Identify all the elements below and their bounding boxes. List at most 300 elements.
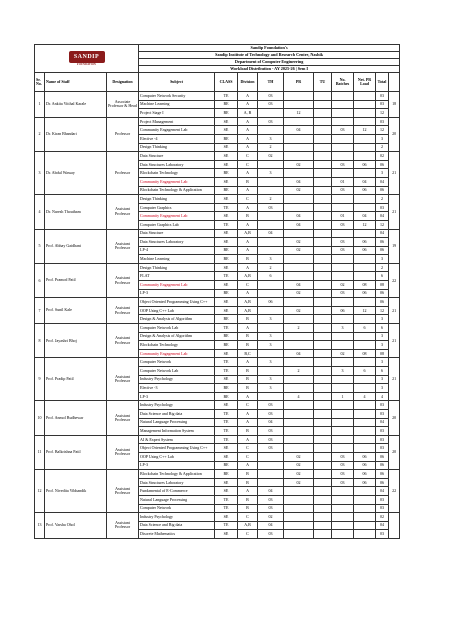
class-cell: SE xyxy=(215,229,238,238)
subject-cell: Community Engagement Lab xyxy=(139,349,215,358)
class-cell: SE xyxy=(215,117,238,126)
staff-name: Prof. Anmol Budhewar xyxy=(45,401,107,435)
table-row xyxy=(35,401,400,410)
th-cell xyxy=(258,461,284,470)
division-cell: B xyxy=(238,177,258,186)
staff-total: 20 xyxy=(389,435,400,469)
pr-cell: 2 xyxy=(284,367,314,376)
subject-cell: Design Thinking xyxy=(139,263,215,272)
batches-cell xyxy=(332,109,354,118)
pr-cell xyxy=(284,358,314,367)
batches-cell xyxy=(332,298,354,307)
subject-cell: Computer Network Lab xyxy=(139,324,215,333)
subject-cell: Fundamental of E-Commerce xyxy=(139,487,215,496)
division-cell: A xyxy=(238,169,258,178)
subject-cell: Community Engagement Lab xyxy=(139,281,215,290)
pr-cell xyxy=(284,100,314,109)
staff-name: Prof. Varsha Ohol xyxy=(45,513,107,539)
staff-serial: 8 xyxy=(35,324,45,358)
tu-cell xyxy=(314,255,332,264)
subject-cell: Blockchain Technology xyxy=(139,341,215,350)
pr-cell: 02 xyxy=(284,452,314,461)
tu-cell xyxy=(314,220,332,229)
tu-cell xyxy=(314,341,332,350)
net-pr-cell xyxy=(354,358,376,367)
row-total-cell: 06 xyxy=(376,186,389,195)
staff-designation: Assistant Professor xyxy=(107,263,139,297)
class-cell: BE xyxy=(215,169,238,178)
class-cell: TE xyxy=(215,495,238,504)
staff-name: Prof. Balkrishna Patil xyxy=(45,435,107,469)
row-total-cell: 02 xyxy=(376,152,389,161)
pr-cell xyxy=(284,521,314,530)
division-cell: B,C xyxy=(238,349,258,358)
division-cell: A xyxy=(238,358,258,367)
division-cell: A,B xyxy=(238,229,258,238)
subject-cell: LP-4 xyxy=(139,246,215,255)
row-total-cell: 04 xyxy=(376,418,389,427)
th-cell: 04 xyxy=(258,521,284,530)
th-cell xyxy=(258,392,284,401)
row-total-cell: 2 xyxy=(376,143,389,152)
class-cell: SE xyxy=(215,452,238,461)
division-cell: B xyxy=(238,255,258,264)
class-cell: SE xyxy=(215,263,238,272)
staff-total: 21 xyxy=(389,152,400,195)
tu-cell xyxy=(314,109,332,118)
class-cell: BE xyxy=(215,186,238,195)
row-total-cell: 03 xyxy=(376,495,389,504)
pr-cell: 02 xyxy=(284,246,314,255)
pr-cell xyxy=(284,298,314,307)
th-cell: 3 xyxy=(258,332,284,341)
division-cell: C xyxy=(238,152,258,161)
subject-cell: Community Engagement Lab xyxy=(139,212,215,221)
tu-cell xyxy=(314,435,332,444)
row-total-cell: 3 xyxy=(376,384,389,393)
tu-cell xyxy=(314,160,332,169)
logo-subtext: FOUNDATION xyxy=(77,62,96,66)
net-pr-cell: 06 xyxy=(354,289,376,298)
class-cell: BE xyxy=(215,341,238,350)
batches-cell xyxy=(332,143,354,152)
tu-cell xyxy=(314,134,332,143)
pr-cell: 2 xyxy=(284,324,314,333)
subject-cell: Machine Learning xyxy=(139,255,215,264)
subject-cell: Design Thinking xyxy=(139,143,215,152)
tu-cell xyxy=(314,177,332,186)
tu-cell xyxy=(314,272,332,281)
subject-cell: Natural Language Processing xyxy=(139,495,215,504)
pr-cell: 12 xyxy=(284,109,314,118)
th-cell: 04 xyxy=(258,487,284,496)
batches-cell xyxy=(332,134,354,143)
batches-cell: 03 xyxy=(332,478,354,487)
tu-cell xyxy=(314,521,332,530)
tu-cell xyxy=(314,392,332,401)
batches-cell xyxy=(332,100,354,109)
subject-cell: OOP Using C++ Lab xyxy=(139,306,215,315)
class-cell: SE xyxy=(215,530,238,539)
staff-serial: 11 xyxy=(35,435,45,469)
class-cell: TE xyxy=(215,324,238,333)
subject-cell: Object Oriented Programming Using C++ xyxy=(139,298,215,307)
pr-cell xyxy=(284,530,314,539)
subject-cell: Data Structures Laboratory xyxy=(139,160,215,169)
th-cell xyxy=(258,324,284,333)
tu-cell xyxy=(314,263,332,272)
table-row xyxy=(35,324,400,333)
division-cell: A, B xyxy=(238,109,258,118)
net-pr-cell xyxy=(354,418,376,427)
logo-mark: SANDIP xyxy=(69,51,105,63)
table-row xyxy=(35,470,400,479)
subject-cell: Elective -4 xyxy=(139,134,215,143)
batches-cell xyxy=(332,315,354,324)
row-total-cell: 06 xyxy=(376,298,389,307)
col-name: Name of Staff xyxy=(45,73,107,92)
row-total-cell: 08 xyxy=(376,281,389,290)
division-cell: B xyxy=(238,478,258,487)
division-cell: B xyxy=(238,495,258,504)
staff-name: Prof. Nivedita Vibhandik xyxy=(45,470,107,513)
pr-cell xyxy=(284,169,314,178)
pr-cell xyxy=(284,444,314,453)
subject-cell: OOP Using C++ Lab xyxy=(139,452,215,461)
th-cell xyxy=(258,452,284,461)
net-pr-cell xyxy=(354,298,376,307)
col-class: CLASS xyxy=(215,73,238,92)
division-cell: A xyxy=(238,238,258,247)
workload-title: Workload Distribution - AY 2025-26 | Sem I xyxy=(139,66,400,73)
table-row xyxy=(35,229,400,238)
staff-serial: 10 xyxy=(35,401,45,435)
col-designation: Designation xyxy=(107,73,139,92)
row-total-cell: 2 xyxy=(376,195,389,204)
batches-cell xyxy=(332,272,354,281)
tu-cell xyxy=(314,349,332,358)
row-total-cell: 3 xyxy=(376,315,389,324)
batches-cell: 3 xyxy=(332,324,354,333)
batches-cell xyxy=(332,341,354,350)
tu-cell xyxy=(314,461,332,470)
th-cell: 2 xyxy=(258,195,284,204)
division-cell: A xyxy=(238,186,258,195)
net-pr-cell xyxy=(354,272,376,281)
division-cell: A,B xyxy=(238,521,258,530)
th-cell xyxy=(258,220,284,229)
batches-cell xyxy=(332,401,354,410)
class-cell: SE xyxy=(215,281,238,290)
th-cell: 3 xyxy=(258,134,284,143)
subject-cell: Project Stage I xyxy=(139,109,215,118)
tu-cell xyxy=(314,478,332,487)
net-pr-cell xyxy=(354,152,376,161)
net-pr-cell: 08 xyxy=(354,349,376,358)
th-cell: 02 xyxy=(258,152,284,161)
workload-sheet xyxy=(34,44,399,590)
batches-cell: 3 xyxy=(332,367,354,376)
row-total-cell: 06 xyxy=(376,478,389,487)
net-pr-cell xyxy=(354,341,376,350)
pr-cell: 02 xyxy=(284,238,314,247)
row-total-cell: 3 xyxy=(376,358,389,367)
division-cell: C xyxy=(238,513,258,522)
batches-cell xyxy=(332,263,354,272)
net-pr-cell xyxy=(354,332,376,341)
batches-cell xyxy=(332,229,354,238)
staff-total: 18 xyxy=(389,92,400,118)
tu-cell xyxy=(314,203,332,212)
division-cell: A xyxy=(238,289,258,298)
division-cell: A xyxy=(238,134,258,143)
staff-serial: 12 xyxy=(35,470,45,513)
batches-cell xyxy=(332,427,354,436)
staff-total: 21 xyxy=(389,195,400,229)
class-cell: BE xyxy=(215,470,238,479)
division-cell: B xyxy=(238,315,258,324)
class-cell: BE xyxy=(215,384,238,393)
staff-total: 21 xyxy=(389,298,400,324)
workload-table xyxy=(34,44,400,539)
tu-cell xyxy=(314,195,332,204)
row-total-cell: 06 xyxy=(376,246,389,255)
batches-cell: 01 xyxy=(332,212,354,221)
row-total-cell: 12 xyxy=(376,126,389,135)
staff-serial: 1 xyxy=(35,92,45,118)
division-cell: A,B xyxy=(238,272,258,281)
subject-cell: Machine Learning xyxy=(139,100,215,109)
th-cell xyxy=(258,177,284,186)
th-cell: 03 xyxy=(258,401,284,410)
staff-designation: Assistant Professor xyxy=(107,358,139,401)
department-title: Department of Computer Engineering xyxy=(139,59,400,66)
tu-cell xyxy=(314,487,332,496)
batches-cell: 02 xyxy=(332,281,354,290)
subject-cell: Industry Psychology xyxy=(139,513,215,522)
pr-cell xyxy=(284,427,314,436)
net-pr-cell xyxy=(354,134,376,143)
staff-name: Dr. Abdul Wassay xyxy=(45,152,107,195)
batches-cell xyxy=(332,255,354,264)
staff-total xyxy=(389,513,400,539)
row-total-cell: 04 xyxy=(376,229,389,238)
th-cell xyxy=(258,109,284,118)
subject-cell: Data Structures Laboratory xyxy=(139,238,215,247)
tu-cell xyxy=(314,358,332,367)
batches-cell xyxy=(332,418,354,427)
net-pr-cell xyxy=(354,109,376,118)
net-pr-cell xyxy=(354,203,376,212)
th-cell: 6 xyxy=(258,272,284,281)
table-row xyxy=(35,513,400,522)
class-cell: TE xyxy=(215,92,238,101)
subject-cell: Design & Analysis of Algorithm xyxy=(139,315,215,324)
th-cell xyxy=(258,126,284,135)
subject-cell: Community Engagement Lab xyxy=(139,177,215,186)
pr-cell: 02 xyxy=(284,461,314,470)
tu-cell xyxy=(314,289,332,298)
batches-cell xyxy=(332,117,354,126)
batches-cell xyxy=(332,375,354,384)
th-cell xyxy=(258,186,284,195)
staff-total: 20 xyxy=(389,117,400,151)
staff-name: Dr. Kiran Bhandari xyxy=(45,117,107,151)
pr-cell xyxy=(284,255,314,264)
subject-cell: Discrete Mathematics xyxy=(139,530,215,539)
tu-cell xyxy=(314,298,332,307)
net-pr-cell xyxy=(354,513,376,522)
net-pr-cell xyxy=(354,487,376,496)
division-cell: C xyxy=(238,401,258,410)
class-cell: SE xyxy=(215,212,238,221)
division-cell: A xyxy=(238,487,258,496)
division-cell: B xyxy=(238,367,258,376)
th-cell xyxy=(258,306,284,315)
class-cell: SE xyxy=(215,143,238,152)
division-cell: A xyxy=(238,143,258,152)
subject-cell: LP-3 xyxy=(139,289,215,298)
batches-cell xyxy=(332,521,354,530)
tu-cell xyxy=(314,169,332,178)
batches-cell xyxy=(332,384,354,393)
col-net-pr: Net. PR Load xyxy=(354,73,376,92)
subject-cell: Computer Graphics xyxy=(139,203,215,212)
row-total-cell: 08 xyxy=(376,349,389,358)
th-cell: 2 xyxy=(258,263,284,272)
batches-cell: 03 xyxy=(332,126,354,135)
col-pr: PR xyxy=(284,73,314,92)
row-total-cell: 3 xyxy=(376,341,389,350)
staff-total: 22 xyxy=(389,470,400,513)
pr-cell xyxy=(284,375,314,384)
batches-cell: 03 xyxy=(332,461,354,470)
row-total-cell: 03 xyxy=(376,409,389,418)
tu-cell xyxy=(314,246,332,255)
tu-cell xyxy=(314,452,332,461)
row-total-cell: 06 xyxy=(376,238,389,247)
subject-cell: Computer Network Lab xyxy=(139,367,215,376)
institute-logo xyxy=(35,47,138,71)
class-cell: SE xyxy=(215,444,238,453)
pr-cell xyxy=(284,152,314,161)
row-total-cell: 06 xyxy=(376,289,389,298)
batches-cell xyxy=(332,487,354,496)
division-cell: A xyxy=(238,263,258,272)
th-cell: 03 xyxy=(258,100,284,109)
subject-cell: Data Structures Laboratory xyxy=(139,478,215,487)
subject-cell: Blockchain Technology xyxy=(139,169,215,178)
subject-cell: Blockchain Technology & Application xyxy=(139,470,215,479)
division-cell: A xyxy=(238,117,258,126)
tu-cell xyxy=(314,306,332,315)
division-cell: C xyxy=(238,452,258,461)
row-total-cell: 12 xyxy=(376,109,389,118)
staff-name: Prof. Sunil Kale xyxy=(45,298,107,324)
row-total-cell: 03 xyxy=(376,401,389,410)
pr-cell: 04 xyxy=(284,281,314,290)
division-cell: A xyxy=(238,324,258,333)
tu-cell xyxy=(314,212,332,221)
pr-cell xyxy=(284,487,314,496)
batches-cell xyxy=(332,332,354,341)
batches-cell: 03 xyxy=(332,238,354,247)
staff-name: Dr. Naresh Thoutham xyxy=(45,195,107,229)
row-total-cell: 6 xyxy=(376,272,389,281)
row-total-cell: 12 xyxy=(376,306,389,315)
staff-name: Prof. Abhay Gaidhani xyxy=(45,229,107,263)
net-pr-cell xyxy=(354,401,376,410)
staff-designation: Associate Professor & Head xyxy=(107,92,139,118)
class-cell: TE xyxy=(215,409,238,418)
pr-cell xyxy=(284,332,314,341)
pr-cell xyxy=(284,409,314,418)
subject-cell: Data Structure xyxy=(139,229,215,238)
staff-total: 20 xyxy=(389,401,400,435)
pr-cell: 04 xyxy=(284,349,314,358)
col-subject: Subject xyxy=(139,73,215,92)
net-pr-cell xyxy=(354,504,376,513)
tu-cell xyxy=(314,229,332,238)
net-pr-cell xyxy=(354,435,376,444)
staff-total: 19 xyxy=(389,229,400,263)
staff-serial: 3 xyxy=(35,152,45,195)
th-cell: 06 xyxy=(258,298,284,307)
net-pr-cell xyxy=(354,255,376,264)
row-total-cell: 02 xyxy=(376,513,389,522)
staff-designation: Assistant Professor xyxy=(107,435,139,469)
net-pr-cell: 08 xyxy=(354,281,376,290)
net-pr-cell: 06 xyxy=(354,461,376,470)
staff-total: 22 xyxy=(389,263,400,297)
pr-cell xyxy=(284,229,314,238)
row-total-cell: 03 xyxy=(376,427,389,436)
net-pr-cell xyxy=(354,495,376,504)
net-pr-cell xyxy=(354,100,376,109)
th-cell xyxy=(258,160,284,169)
net-pr-cell xyxy=(354,117,376,126)
subject-cell: Computer Network xyxy=(139,358,215,367)
row-total-cell: 3 xyxy=(376,255,389,264)
net-pr-cell: 12 xyxy=(354,306,376,315)
pr-cell: 04 xyxy=(284,220,314,229)
th-cell: 3 xyxy=(258,341,284,350)
tu-cell xyxy=(314,495,332,504)
th-cell: 2 xyxy=(258,143,284,152)
th-cell: 3 xyxy=(258,315,284,324)
th-cell xyxy=(258,238,284,247)
batches-cell xyxy=(332,203,354,212)
batches-cell: 03 xyxy=(332,470,354,479)
tu-cell xyxy=(314,375,332,384)
pr-cell: 02 xyxy=(284,306,314,315)
net-pr-cell xyxy=(354,92,376,101)
tu-cell xyxy=(314,100,332,109)
class-cell: SE xyxy=(215,177,238,186)
net-pr-cell: 06 xyxy=(354,452,376,461)
th-cell: 03 xyxy=(258,203,284,212)
division-cell: A xyxy=(238,126,258,135)
col-sr: Sr. No. xyxy=(35,73,45,92)
class-cell: BE xyxy=(215,392,238,401)
row-total-cell: 6 xyxy=(376,367,389,376)
net-pr-cell: 06 xyxy=(354,160,376,169)
th-cell: 03 xyxy=(258,530,284,539)
division-cell: B xyxy=(238,384,258,393)
table-row xyxy=(35,263,400,272)
pr-cell: 04 xyxy=(284,126,314,135)
staff-designation: Professor xyxy=(107,152,139,195)
